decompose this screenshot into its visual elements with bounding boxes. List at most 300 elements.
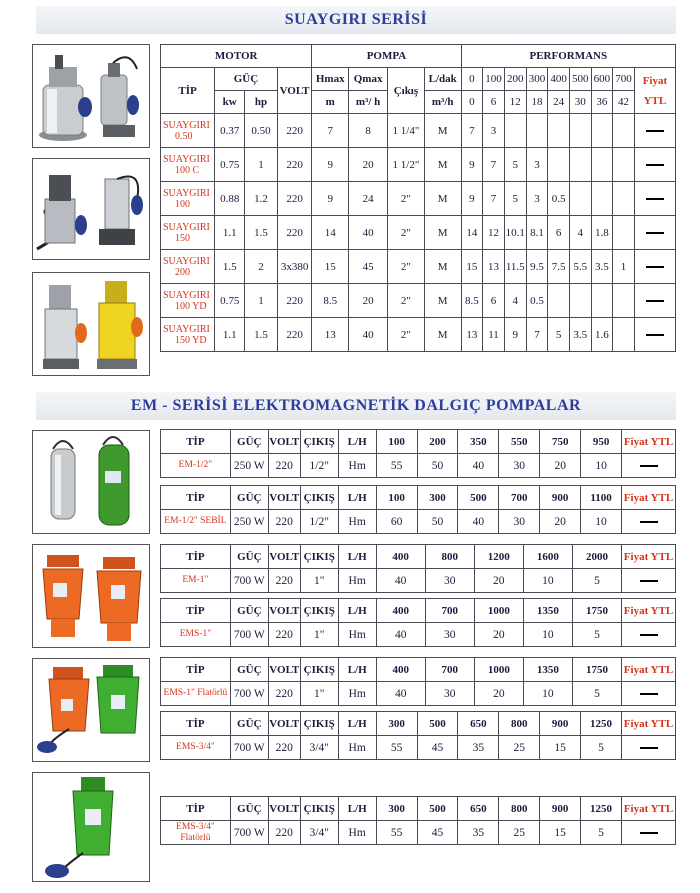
em-cell: 220 [268, 510, 300, 534]
em-head-value: 50 [417, 454, 458, 478]
header-hmax: Hmax [312, 68, 349, 91]
em-header: L/H [338, 486, 376, 510]
em-head-value: 55 [376, 736, 417, 760]
em-flow: 900 [540, 797, 581, 821]
pump-photo-em-half [32, 430, 150, 534]
em-head-value: 40 [458, 454, 499, 478]
em-header: GÜÇ [230, 658, 268, 682]
em-head-value: 5 [572, 569, 621, 593]
price-dash [646, 164, 664, 166]
cell-perf: 3.5 [591, 250, 613, 284]
em-flow: 1750 [572, 599, 621, 623]
em-table [160, 598, 676, 647]
cell-perf [591, 182, 613, 216]
cell-qmax: 40 [349, 318, 388, 352]
cell-hp: 1 [245, 284, 277, 318]
price-cell [634, 284, 675, 318]
em-flow: 100 [376, 430, 417, 454]
em-head-value: 25 [499, 821, 540, 845]
header-hmax-unit: m [312, 91, 349, 114]
cell-l: M [424, 250, 461, 284]
cell-kw: 1.5 [215, 250, 245, 284]
cell-perf [569, 284, 591, 318]
em-flow: 2000 [572, 545, 621, 569]
em-head-value: 40 [458, 510, 499, 534]
suaygiri-title-banner [36, 6, 676, 34]
model-line-1: SUAYGIRI [163, 221, 210, 233]
em-flow: 700 [499, 486, 540, 510]
em-head-value: 40 [376, 682, 425, 706]
em-cell: 1" [300, 569, 338, 593]
price-dash [640, 465, 658, 467]
cell-perf: 7 [483, 182, 505, 216]
cell-perf: 13 [483, 250, 505, 284]
em-header: L/H [338, 658, 376, 682]
em-fiyat: Fiyat YTL [622, 658, 676, 682]
em-header: VOLT [268, 430, 300, 454]
model-line-2: 100 [175, 198, 190, 210]
header-kw: kw [215, 91, 245, 114]
price-cell [622, 682, 676, 706]
em-cell: 700 W [230, 682, 268, 706]
pump-photo-ems-34-flatorlu [32, 772, 150, 882]
cell-perf: 7.5 [548, 250, 570, 284]
cell-perf: 9 [504, 318, 526, 352]
cell-perf [613, 182, 635, 216]
header-hp: hp [245, 91, 277, 114]
em-flow: 900 [540, 712, 581, 736]
cell-volt: 220 [277, 284, 312, 318]
em-cell: 220 [268, 454, 300, 478]
model-line-1: SUAYGIRI [163, 119, 210, 131]
model-line-2: 100 YD [175, 300, 207, 312]
cell-perf: 5.5 [569, 250, 591, 284]
cell-hmax: 13 [312, 318, 349, 352]
cell-perf: 9 [461, 148, 483, 182]
perf-m3-6: 6 [483, 91, 505, 114]
cell-hp: 1.2 [245, 182, 277, 216]
em-head-value: 5 [581, 736, 622, 760]
em-cell: 700 W [230, 736, 268, 760]
cell-volt: 220 [277, 182, 312, 216]
em-header-row [161, 545, 676, 569]
orange-pumps-image [33, 545, 149, 647]
em-flow: 500 [417, 712, 458, 736]
cell-perf: 0.5 [526, 284, 548, 318]
em-head-value: 5 [572, 682, 621, 706]
price-cell [622, 623, 676, 647]
em-flow: 350 [458, 430, 499, 454]
em-header: ÇIKIŞ [300, 430, 338, 454]
em-head-value: 10 [523, 682, 572, 706]
cell-perf: 3 [526, 148, 548, 182]
em-cell: 220 [268, 821, 300, 845]
cell-hmax: 14 [312, 216, 349, 250]
cell-l: M [424, 182, 461, 216]
cell-perf: 5 [548, 318, 570, 352]
table-row [161, 250, 676, 284]
pump-photo-suaygiri-100 [32, 158, 150, 260]
price-cell [634, 182, 675, 216]
em-header: GÜÇ [230, 712, 268, 736]
cell-hmax: 15 [312, 250, 349, 284]
em-head-value: 50 [417, 510, 458, 534]
pump-photo-ems-flatorlu [32, 658, 150, 762]
em-fiyat: Fiyat YTL [622, 797, 676, 821]
cell-perf [569, 114, 591, 148]
cell-qmax: 20 [349, 284, 388, 318]
cell-perf: 8.5 [461, 284, 483, 318]
cell-l: M [424, 284, 461, 318]
cell-qmax: 24 [349, 182, 388, 216]
header-qmax-unit: m³/ h [349, 91, 388, 114]
cell-qmax: 45 [349, 250, 388, 284]
model-line-1: SUAYGIRI [163, 153, 210, 165]
model-line-1: SUAYGIRI [163, 255, 210, 267]
cell-perf: 6 [483, 284, 505, 318]
cell-qmax: 20 [349, 148, 388, 182]
em-cell: 1" [300, 682, 338, 706]
em-head-value: 40 [376, 623, 425, 647]
cell-hmax: 9 [312, 148, 349, 182]
cell-perf: 11 [483, 318, 505, 352]
em-value-row [161, 569, 676, 593]
perf-l-500: 500 [569, 68, 591, 91]
group-pompa: POMPA [312, 45, 461, 68]
em-head-value: 5 [572, 623, 621, 647]
cell-volt: 220 [277, 318, 312, 352]
cell-perf: 4 [569, 216, 591, 250]
cell-hp: 1.5 [245, 318, 277, 352]
cell-volt: 3x380 [277, 250, 312, 284]
em-title-banner [36, 392, 676, 420]
cell-perf: 11.5 [504, 250, 526, 284]
cell-perf [613, 284, 635, 318]
header-guc: GÜÇ [215, 68, 278, 91]
perf-m3-24: 24 [548, 91, 570, 114]
em-flow: 100 [376, 486, 417, 510]
em-head-value: 20 [474, 569, 523, 593]
cell-hmax: 8.5 [312, 284, 349, 318]
em-head-value: 30 [499, 510, 540, 534]
em-model: EMS-1" [161, 623, 231, 647]
cell-perf [548, 284, 570, 318]
cell-kw: 0.75 [215, 148, 245, 182]
cell-l: M [424, 114, 461, 148]
em-head-value: 10 [523, 623, 572, 647]
em-header: GÜÇ [230, 486, 268, 510]
em-header: ÇIKIŞ [300, 545, 338, 569]
table-row [161, 284, 676, 318]
table-row [161, 148, 676, 182]
em-header-row [161, 658, 676, 682]
em-value-row [161, 623, 676, 647]
cell-perf: 5 [504, 148, 526, 182]
em-header: L/H [338, 430, 376, 454]
em-header: TİP [161, 545, 231, 569]
em-head-value: 15 [540, 736, 581, 760]
em-value-row [161, 736, 676, 760]
em-header: TİP [161, 486, 231, 510]
cell-perf [526, 114, 548, 148]
cell-perf [591, 114, 613, 148]
cell-hp: 1 [245, 148, 277, 182]
em-flow: 1350 [523, 658, 572, 682]
suaygiri-spec-table [160, 44, 676, 352]
price-dash [646, 300, 664, 302]
cell-perf: 8.1 [526, 216, 548, 250]
em-header: GÜÇ [230, 430, 268, 454]
table-row [161, 182, 676, 216]
cell-perf: 3 [526, 182, 548, 216]
em-table [160, 485, 676, 534]
em-header: ÇIKIŞ [300, 599, 338, 623]
cell-perf: 7 [483, 148, 505, 182]
em-flow: 1350 [523, 599, 572, 623]
price-dash [646, 130, 664, 132]
header-tip: TİP [161, 68, 215, 114]
em-cell: Hm [338, 510, 376, 534]
em-flow: 800 [425, 545, 474, 569]
em-head-value: 55 [376, 821, 417, 845]
cell-hp: 0.50 [245, 114, 277, 148]
em-flow: 700 [425, 599, 474, 623]
em-cell: Hm [338, 682, 376, 706]
table-row [161, 114, 676, 148]
em-cell: 700 W [230, 569, 268, 593]
em-header-row [161, 712, 676, 736]
cell-perf: 6 [548, 216, 570, 250]
cell-perf [613, 148, 635, 182]
price-dash [646, 198, 664, 200]
cell-volt: 220 [277, 148, 312, 182]
cell-perf: 5 [504, 182, 526, 216]
model-line-2: 0.50 [175, 130, 193, 142]
table-row [161, 318, 676, 352]
em-cell: 250 W [230, 454, 268, 478]
em-cell: Hm [338, 623, 376, 647]
em-title: EM - SERİSİ ELEKTROMAGNETİK DALGIÇ POMPALAR [130, 397, 582, 414]
em-flow: 550 [499, 430, 540, 454]
em-cell: 250 W [230, 510, 268, 534]
em-cell: 220 [268, 736, 300, 760]
steel-pumps-image [33, 159, 149, 259]
cell-perf: 9 [461, 182, 483, 216]
perf-l-400: 400 [548, 68, 570, 91]
em-flow: 1600 [523, 545, 572, 569]
em-header: VOLT [268, 658, 300, 682]
cell-hp: 1.5 [245, 216, 277, 250]
em-header: TİP [161, 797, 231, 821]
em-flow: 300 [417, 486, 458, 510]
em-pumps-image [33, 431, 149, 533]
cell-out: 1 1/4" [388, 114, 425, 148]
perf-m3-0: 0 [461, 91, 483, 114]
em-flow: 200 [417, 430, 458, 454]
cell-perf: 12 [483, 216, 505, 250]
em-fiyat: Fiyat YTL [622, 430, 676, 454]
em-value-row [161, 682, 676, 706]
em-header: L/H [338, 797, 376, 821]
cell-perf [569, 182, 591, 216]
price-cell [634, 216, 675, 250]
em-cell: 700 W [230, 821, 268, 845]
em-head-value: 30 [499, 454, 540, 478]
em-flow: 1100 [581, 486, 622, 510]
price-cell [634, 148, 675, 182]
em-flow: 1250 [581, 712, 622, 736]
model-line-2: 100 C [175, 164, 200, 176]
em-head-value: 30 [425, 569, 474, 593]
em-header: ÇIKIŞ [300, 658, 338, 682]
header-volt: VOLT [277, 68, 312, 114]
em-model: EMS-3/4" [161, 736, 231, 760]
em-table [160, 429, 676, 478]
em-flow: 500 [417, 797, 458, 821]
price-cell [634, 250, 675, 284]
em-head-value: 60 [376, 510, 417, 534]
em-fiyat: Fiyat YTL [622, 712, 676, 736]
cell-out: 2" [388, 284, 425, 318]
model-line-1: SUAYGIRI [163, 323, 210, 335]
em-flow: 1250 [581, 797, 622, 821]
em-value-row [161, 821, 676, 845]
model-line-2: 150 YD [175, 334, 207, 346]
cell-l: M [424, 148, 461, 182]
em-flow: 800 [499, 797, 540, 821]
cell-perf: 15 [461, 250, 483, 284]
cell-perf: 7 [461, 114, 483, 148]
em-value-row [161, 454, 676, 478]
em-header: TİP [161, 712, 231, 736]
header-qmax: Qmax [349, 68, 388, 91]
model-line-1: SUAYGIRI [163, 289, 210, 301]
cell-kw: 0.88 [215, 182, 245, 216]
cell-perf: 1.8 [591, 216, 613, 250]
cell-l: M [424, 216, 461, 250]
cell-hmax: 7 [312, 114, 349, 148]
em-header: L/H [338, 599, 376, 623]
em-flow: 400 [376, 658, 425, 682]
price-dash [640, 747, 658, 749]
em-head-value: 55 [376, 454, 417, 478]
em-fiyat: Fiyat YTL [622, 486, 676, 510]
steel-pumps-image [33, 45, 149, 147]
pump-photo-suaygiri-yd [32, 272, 150, 376]
em-head-value: 10 [523, 569, 572, 593]
cell-perf [504, 114, 526, 148]
em-head-value: 10 [581, 510, 622, 534]
cell-perf [613, 216, 635, 250]
em-cell: 1/2" [300, 454, 338, 478]
cell-hp: 2 [245, 250, 277, 284]
cell-out: 2" [388, 318, 425, 352]
model-name [161, 318, 215, 352]
group-motor: MOTOR [161, 45, 312, 68]
em-head-value: 20 [540, 510, 581, 534]
price-dash [646, 232, 664, 234]
cell-perf: 4 [504, 284, 526, 318]
group-performans: PERFORMANS [461, 45, 675, 68]
em-head-value: 45 [417, 821, 458, 845]
price-cell [622, 454, 676, 478]
perf-m3-30: 30 [569, 91, 591, 114]
em-flow: 750 [540, 430, 581, 454]
model-name [161, 284, 215, 318]
em-head-value: 30 [425, 682, 474, 706]
em-header: TİP [161, 658, 231, 682]
cell-perf: 1 [613, 250, 635, 284]
em-table [160, 796, 676, 845]
em-cell: 1/2" [300, 510, 338, 534]
model-name [161, 250, 215, 284]
em-header: L/H [338, 712, 376, 736]
em-head-value: 35 [458, 736, 499, 760]
price-dash [640, 634, 658, 636]
em-head-value: 20 [474, 623, 523, 647]
em-head-value: 20 [540, 454, 581, 478]
table-row [161, 216, 676, 250]
em-flow: 950 [581, 430, 622, 454]
em-cell: 1" [300, 623, 338, 647]
em-cell: Hm [338, 736, 376, 760]
cell-perf [613, 318, 635, 352]
perf-l-100: 100 [483, 68, 505, 91]
em-cell: 220 [268, 623, 300, 647]
orange-green-pumps-image [33, 659, 149, 761]
em-flow: 300 [376, 712, 417, 736]
cell-l: M [424, 318, 461, 352]
perf-m3-42: 42 [613, 91, 635, 114]
cell-perf: 14 [461, 216, 483, 250]
em-header: TİP [161, 430, 231, 454]
em-header: VOLT [268, 712, 300, 736]
em-flow: 1750 [572, 658, 621, 682]
em-cell: Hm [338, 569, 376, 593]
em-flow: 400 [376, 599, 425, 623]
em-header-row [161, 797, 676, 821]
pump-photo-suaygiri-050 [32, 44, 150, 148]
cell-perf [591, 148, 613, 182]
model-name [161, 114, 215, 148]
em-head-value: 20 [474, 682, 523, 706]
em-cell: 3/4" [300, 821, 338, 845]
cell-perf: 3 [483, 114, 505, 148]
cell-perf [591, 284, 613, 318]
em-header: ÇIKIŞ [300, 712, 338, 736]
cell-perf: 10.1 [504, 216, 526, 250]
em-header: VOLT [268, 599, 300, 623]
price-cell [622, 736, 676, 760]
em-flow: 300 [376, 797, 417, 821]
perf-l-700: 700 [613, 68, 635, 91]
cell-out: 2" [388, 250, 425, 284]
cell-hmax: 9 [312, 182, 349, 216]
header-ldak: L/dak [424, 68, 461, 91]
cell-kw: 1.1 [215, 318, 245, 352]
em-head-value: 15 [540, 821, 581, 845]
em-table [160, 544, 676, 593]
price-dash [640, 693, 658, 695]
em-cell: 220 [268, 682, 300, 706]
model-name [161, 216, 215, 250]
perf-l-200: 200 [504, 68, 526, 91]
price-cell [622, 510, 676, 534]
header-ldak-unit: m³/h [424, 91, 461, 114]
em-flow: 1200 [474, 545, 523, 569]
em-header: VOLT [268, 486, 300, 510]
em-model: EMS-1" Flatörlü [161, 682, 231, 706]
